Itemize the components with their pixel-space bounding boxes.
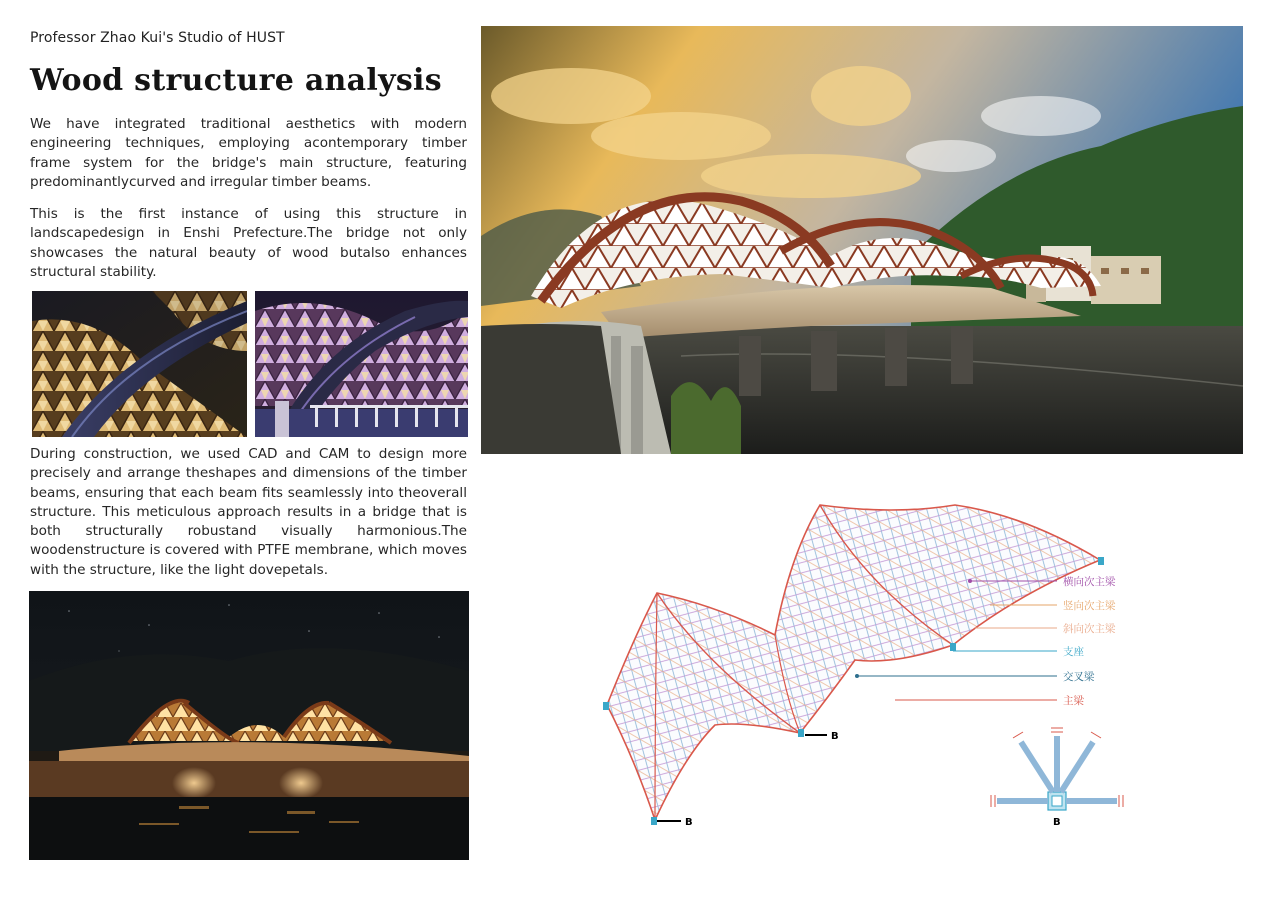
studio-name: Professor Zhao Kui's Studio of HUST xyxy=(30,30,285,46)
support-label-b-2: B xyxy=(685,817,693,828)
purple-walkway-photo xyxy=(255,291,468,437)
first-instance-paragraph: This is the first instance of using this structure in landscapedesign in Enshi Prefecture.The bridge not only showcases the natural beauty of wood butalso enhances structural stability. xyxy=(30,206,467,280)
legend-main-beam: 主梁 xyxy=(1063,695,1084,707)
legend-cross-beam: 交叉梁 xyxy=(1063,671,1095,683)
legend-diagonal-secondary-beam: 斜向次主梁 xyxy=(1063,623,1116,635)
support-label-b-3: B xyxy=(1053,817,1061,828)
bridge-sunset-photo xyxy=(481,26,1243,454)
joint-detail-b xyxy=(991,728,1123,828)
structure-diagram xyxy=(595,495,1155,835)
construction-paragraph: During construction, we used CAD and CAM to design more precisely and arrange theshapes and dimensions of the timber beams, ensuring that each beam fits seamlessly into theoverall structure. This meticulous approach results in a bridge that is both structurally robustand visually harmonious.The woodenstructure is covered with PTFE membrane, which moves with the structure, like the light dovepetals. xyxy=(30,446,467,578)
legend-transverse-secondary-beam: 横向次主梁 xyxy=(1063,576,1116,588)
lattice-closeup-photo xyxy=(32,291,247,437)
legend-support: 支座 xyxy=(1063,646,1084,658)
support-label-b-1: B xyxy=(831,731,839,742)
intro-paragraph: We have integrated traditional aesthetics with modern engineering techniques, employing acontemporary timber frame system for the bridge's main structure, featuring predominantlycurved and irregular timber beams. xyxy=(30,116,467,190)
bridge-night-photo xyxy=(29,591,469,860)
legend-vertical-secondary-beam: 竖向次主梁 xyxy=(1063,600,1116,612)
page-title: Wood structure analysis xyxy=(30,63,442,98)
